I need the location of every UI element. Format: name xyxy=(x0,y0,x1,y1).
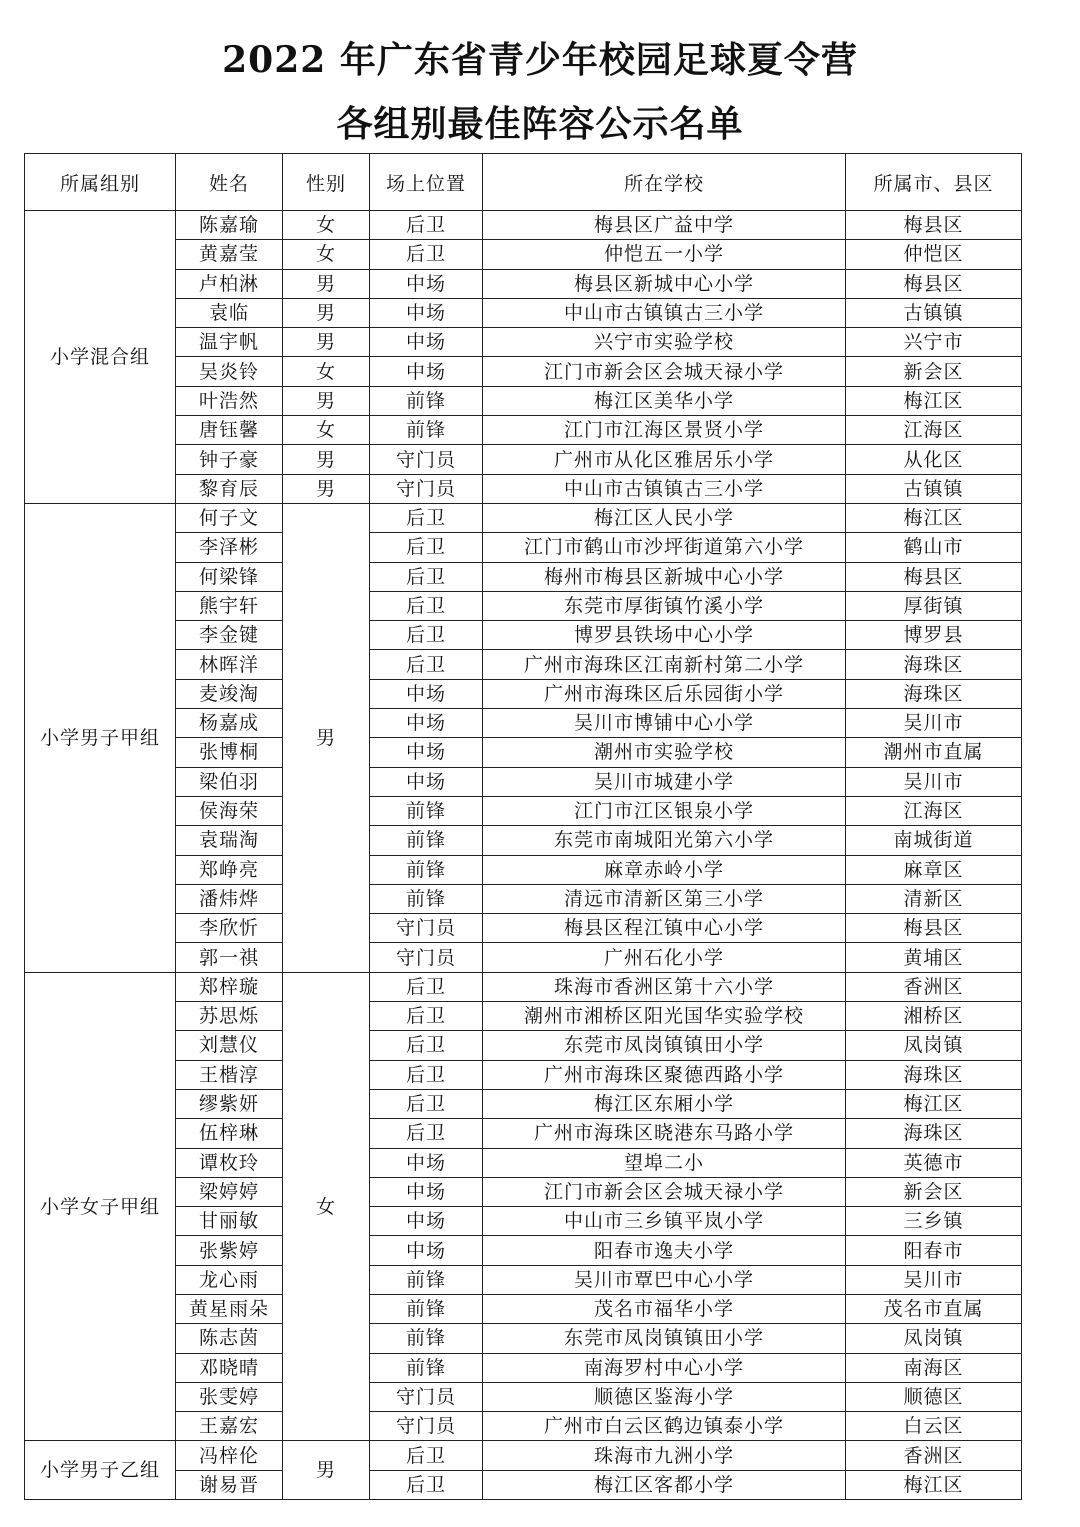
player-name: 郑峥亮 xyxy=(176,855,283,884)
player-name: 王嘉宏 xyxy=(176,1412,283,1441)
player-name: 王楷淳 xyxy=(176,1060,283,1089)
roster-body xyxy=(25,211,1022,1500)
header-name: 姓名 xyxy=(176,154,283,211)
player-name: 郑梓璇 xyxy=(176,972,283,1001)
position-cell: 前锋 xyxy=(370,826,483,855)
district-cell: 梅县区 xyxy=(846,914,1022,943)
player-name: 熊宇轩 xyxy=(176,591,283,620)
school-cell: 中山市古镇镇古三小学 xyxy=(483,474,846,503)
position-cell: 前锋 xyxy=(370,884,483,913)
position-cell: 中场 xyxy=(370,298,483,327)
table-row xyxy=(25,972,1022,1001)
player-name: 龙心雨 xyxy=(176,1265,283,1294)
player-name: 梁婷婷 xyxy=(176,1177,283,1206)
position-cell: 守门员 xyxy=(370,1382,483,1411)
school-cell: 梅江区东厢小学 xyxy=(483,1089,846,1118)
table-row xyxy=(25,503,1022,532)
district-cell: 潮州市直属 xyxy=(846,738,1022,767)
district-cell: 清新区 xyxy=(846,884,1022,913)
gender-cell: 男 xyxy=(283,503,370,972)
school-cell: 广州市从化区雅居乐小学 xyxy=(483,445,846,474)
group-cell: 小学男子乙组 xyxy=(25,1441,176,1500)
school-cell: 江门市江区银泉小学 xyxy=(483,796,846,825)
player-name: 侯海荣 xyxy=(176,796,283,825)
player-name: 杨嘉成 xyxy=(176,709,283,738)
position-cell: 前锋 xyxy=(370,796,483,825)
position-cell: 中场 xyxy=(370,357,483,386)
position-cell: 后卫 xyxy=(370,562,483,591)
district-cell: 南城街道 xyxy=(846,826,1022,855)
position-cell: 中场 xyxy=(370,1207,483,1236)
school-cell: 江门市新会区会城天禄小学 xyxy=(483,357,846,386)
school-cell: 东莞市南城阳光第六小学 xyxy=(483,826,846,855)
district-cell: 梅江区 xyxy=(846,386,1022,415)
position-cell: 前锋 xyxy=(370,386,483,415)
position-cell: 中场 xyxy=(370,738,483,767)
player-name: 张雯婷 xyxy=(176,1382,283,1411)
district-cell: 古镇镇 xyxy=(846,298,1022,327)
school-cell: 广州市海珠区江南新村第二小学 xyxy=(483,650,846,679)
school-cell: 珠海市香洲区第十六小学 xyxy=(483,972,846,1001)
player-name: 谢易晋 xyxy=(176,1470,283,1499)
district-cell: 新会区 xyxy=(846,1177,1022,1206)
player-name: 温宇帆 xyxy=(176,328,283,357)
gender-cell: 男 xyxy=(283,445,370,474)
position-cell: 前锋 xyxy=(370,855,483,884)
district-cell: 顺德区 xyxy=(846,1382,1022,1411)
district-cell: 香洲区 xyxy=(846,972,1022,1001)
district-cell: 梅县区 xyxy=(846,211,1022,240)
district-cell: 海珠区 xyxy=(846,1060,1022,1089)
district-cell: 海珠区 xyxy=(846,679,1022,708)
school-cell: 江门市江海区景贤小学 xyxy=(483,416,846,445)
player-name: 林晖洋 xyxy=(176,650,283,679)
position-cell: 中场 xyxy=(370,328,483,357)
district-cell: 三乡镇 xyxy=(846,1207,1022,1236)
player-name: 吴炎铃 xyxy=(176,357,283,386)
school-cell: 广州市海珠区晓港东马路小学 xyxy=(483,1119,846,1148)
school-cell: 江门市鹤山市沙坪街道第六小学 xyxy=(483,533,846,562)
position-cell: 中场 xyxy=(370,1148,483,1177)
player-name: 黄嘉莹 xyxy=(176,240,283,269)
player-name: 叶浩然 xyxy=(176,386,283,415)
player-name: 潘炜烨 xyxy=(176,884,283,913)
district-cell: 梅江区 xyxy=(846,1470,1022,1499)
page-subtitle: 各组别最佳阵容公示名单 xyxy=(336,103,744,145)
group-cell: 小学男子甲组 xyxy=(25,503,176,972)
player-name: 张博桐 xyxy=(176,738,283,767)
school-cell: 博罗县铁场中心小学 xyxy=(483,621,846,650)
school-cell: 潮州市实验学校 xyxy=(483,738,846,767)
district-cell: 梅县区 xyxy=(846,269,1022,298)
school-cell: 吴川市覃巴中心小学 xyxy=(483,1265,846,1294)
player-name: 何子文 xyxy=(176,503,283,532)
school-cell: 潮州市湘桥区阳光国华实验学校 xyxy=(483,1002,846,1031)
school-cell: 顺德区鉴海小学 xyxy=(483,1382,846,1411)
district-cell: 梅江区 xyxy=(846,503,1022,532)
district-cell: 湘桥区 xyxy=(846,1002,1022,1031)
player-name: 李欣忻 xyxy=(176,914,283,943)
header-district: 所属市、县区 xyxy=(846,154,1022,211)
school-cell: 广州石化小学 xyxy=(483,943,846,972)
position-cell: 中场 xyxy=(370,1177,483,1206)
position-cell: 后卫 xyxy=(370,1002,483,1031)
district-cell: 吴川市 xyxy=(846,1265,1022,1294)
district-cell: 吴川市 xyxy=(846,709,1022,738)
school-cell: 广州市海珠区后乐园街小学 xyxy=(483,679,846,708)
school-cell: 广州市海珠区聚德西路小学 xyxy=(483,1060,846,1089)
district-cell: 梅县区 xyxy=(846,562,1022,591)
school-cell: 珠海市九洲小学 xyxy=(483,1441,846,1470)
school-cell: 梅江区人民小学 xyxy=(483,503,846,532)
district-cell: 江海区 xyxy=(846,416,1022,445)
school-cell: 梅江区客都小学 xyxy=(483,1470,846,1499)
school-cell: 阳春市逸夫小学 xyxy=(483,1236,846,1265)
gender-cell: 男 xyxy=(283,1441,370,1500)
player-name: 李泽彬 xyxy=(176,533,283,562)
district-cell: 从化区 xyxy=(846,445,1022,474)
position-cell: 后卫 xyxy=(370,211,483,240)
district-cell: 江海区 xyxy=(846,796,1022,825)
position-cell: 后卫 xyxy=(370,1031,483,1060)
player-name: 冯梓伦 xyxy=(176,1441,283,1470)
school-cell: 广州市白云区鹤边镇泰小学 xyxy=(483,1412,846,1441)
position-cell: 后卫 xyxy=(370,1470,483,1499)
player-name: 邓晓晴 xyxy=(176,1353,283,1382)
position-cell: 后卫 xyxy=(370,240,483,269)
player-name: 刘慧仪 xyxy=(176,1031,283,1060)
position-cell: 后卫 xyxy=(370,503,483,532)
page-title: 2022 年广东省青少年校园足球夏令营 xyxy=(222,39,858,81)
position-cell: 后卫 xyxy=(370,1441,483,1470)
school-cell: 梅州市梅县区新城中心小学 xyxy=(483,562,846,591)
district-cell: 香洲区 xyxy=(846,1441,1022,1470)
position-cell: 中场 xyxy=(370,679,483,708)
player-name: 张紫婷 xyxy=(176,1236,283,1265)
position-cell: 中场 xyxy=(370,767,483,796)
group-cell: 小学混合组 xyxy=(25,211,176,504)
position-cell: 后卫 xyxy=(370,972,483,1001)
school-cell: 清远市清新区第三小学 xyxy=(483,884,846,913)
position-cell: 前锋 xyxy=(370,1265,483,1294)
position-cell: 守门员 xyxy=(370,914,483,943)
district-cell: 阳春市 xyxy=(846,1236,1022,1265)
gender-cell: 男 xyxy=(283,298,370,327)
player-name: 黎育辰 xyxy=(176,474,283,503)
player-name: 甘丽敏 xyxy=(176,1207,283,1236)
district-cell: 吴川市 xyxy=(846,767,1022,796)
table-row xyxy=(25,1441,1022,1470)
district-cell: 白云区 xyxy=(846,1412,1022,1441)
school-cell: 梅县区广益中学 xyxy=(483,211,846,240)
gender-cell: 女 xyxy=(283,357,370,386)
header-row xyxy=(25,154,1022,211)
gender-cell: 女 xyxy=(283,972,370,1441)
header-position: 场上位置 xyxy=(370,154,483,211)
gender-cell: 男 xyxy=(283,328,370,357)
player-name: 卢柏淋 xyxy=(176,269,283,298)
gender-cell: 女 xyxy=(283,211,370,240)
roster-table xyxy=(24,153,1022,1500)
district-cell: 凤岗镇 xyxy=(846,1031,1022,1060)
player-name: 钟子豪 xyxy=(176,445,283,474)
player-name: 袁瑞淘 xyxy=(176,826,283,855)
district-cell: 兴宁市 xyxy=(846,328,1022,357)
position-cell: 前锋 xyxy=(370,1294,483,1323)
position-cell: 守门员 xyxy=(370,445,483,474)
position-cell: 前锋 xyxy=(370,1324,483,1353)
position-cell: 中场 xyxy=(370,709,483,738)
district-cell: 厚街镇 xyxy=(846,591,1022,620)
player-name: 陈嘉瑜 xyxy=(176,211,283,240)
gender-cell: 女 xyxy=(283,240,370,269)
school-cell: 南海罗村中心小学 xyxy=(483,1353,846,1382)
school-cell: 东莞市凤岗镇镇田小学 xyxy=(483,1324,846,1353)
school-cell: 麻章赤岭小学 xyxy=(483,855,846,884)
player-name: 苏思烁 xyxy=(176,1002,283,1031)
school-cell: 东莞市凤岗镇镇田小学 xyxy=(483,1031,846,1060)
header-school: 所在学校 xyxy=(483,154,846,211)
position-cell: 后卫 xyxy=(370,533,483,562)
district-cell: 古镇镇 xyxy=(846,474,1022,503)
header-group: 所属组别 xyxy=(25,154,176,211)
player-name: 麦竣淘 xyxy=(176,679,283,708)
gender-cell: 女 xyxy=(283,416,370,445)
school-cell: 梅县区程江镇中心小学 xyxy=(483,914,846,943)
position-cell: 后卫 xyxy=(370,650,483,679)
position-cell: 中场 xyxy=(370,269,483,298)
school-cell: 吴川市博铺中心小学 xyxy=(483,709,846,738)
player-name: 唐钰馨 xyxy=(176,416,283,445)
district-cell: 凤岗镇 xyxy=(846,1324,1022,1353)
player-name: 梁伯羽 xyxy=(176,767,283,796)
school-cell: 兴宁市实验学校 xyxy=(483,328,846,357)
player-name: 袁临 xyxy=(176,298,283,327)
school-cell: 茂名市福华小学 xyxy=(483,1294,846,1323)
gender-cell: 男 xyxy=(283,386,370,415)
position-cell: 守门员 xyxy=(370,474,483,503)
district-cell: 鹤山市 xyxy=(846,533,1022,562)
school-cell: 江门市新会区会城天禄小学 xyxy=(483,1177,846,1206)
district-cell: 海珠区 xyxy=(846,650,1022,679)
school-cell: 吴川市城建小学 xyxy=(483,767,846,796)
district-cell: 南海区 xyxy=(846,1353,1022,1382)
district-cell: 麻章区 xyxy=(846,855,1022,884)
player-name: 李金键 xyxy=(176,621,283,650)
position-cell: 守门员 xyxy=(370,1412,483,1441)
school-cell: 仲恺五一小学 xyxy=(483,240,846,269)
district-cell: 仲恺区 xyxy=(846,240,1022,269)
position-cell: 守门员 xyxy=(370,943,483,972)
district-cell: 梅江区 xyxy=(846,1089,1022,1118)
school-cell: 东莞市厚街镇竹溪小学 xyxy=(483,591,846,620)
player-name: 谭枚玲 xyxy=(176,1148,283,1177)
district-cell: 博罗县 xyxy=(846,621,1022,650)
header-gender: 性别 xyxy=(283,154,370,211)
position-cell: 后卫 xyxy=(370,1119,483,1148)
group-cell: 小学女子甲组 xyxy=(25,972,176,1441)
table-row xyxy=(25,211,1022,240)
gender-cell: 男 xyxy=(283,474,370,503)
district-cell: 新会区 xyxy=(846,357,1022,386)
position-cell: 后卫 xyxy=(370,1060,483,1089)
position-cell: 前锋 xyxy=(370,1353,483,1382)
district-cell: 茂名市直属 xyxy=(846,1294,1022,1323)
district-cell: 黄埔区 xyxy=(846,943,1022,972)
player-name: 缪紫妍 xyxy=(176,1089,283,1118)
position-cell: 前锋 xyxy=(370,416,483,445)
position-cell: 后卫 xyxy=(370,591,483,620)
school-cell: 梅江区美华小学 xyxy=(483,386,846,415)
position-cell: 后卫 xyxy=(370,1089,483,1118)
gender-cell: 男 xyxy=(283,269,370,298)
school-cell: 中山市古镇镇古三小学 xyxy=(483,298,846,327)
player-name: 郭一祺 xyxy=(176,943,283,972)
position-cell: 后卫 xyxy=(370,621,483,650)
player-name: 黄星雨朵 xyxy=(176,1294,283,1323)
player-name: 何梁锋 xyxy=(176,562,283,591)
school-cell: 梅县区新城中心小学 xyxy=(483,269,846,298)
district-cell: 英德市 xyxy=(846,1148,1022,1177)
player-name: 伍梓琳 xyxy=(176,1119,283,1148)
player-name: 陈志茵 xyxy=(176,1324,283,1353)
position-cell: 中场 xyxy=(370,1236,483,1265)
school-cell: 中山市三乡镇平岚小学 xyxy=(483,1207,846,1236)
district-cell: 海珠区 xyxy=(846,1119,1022,1148)
school-cell: 望埠二小 xyxy=(483,1148,846,1177)
